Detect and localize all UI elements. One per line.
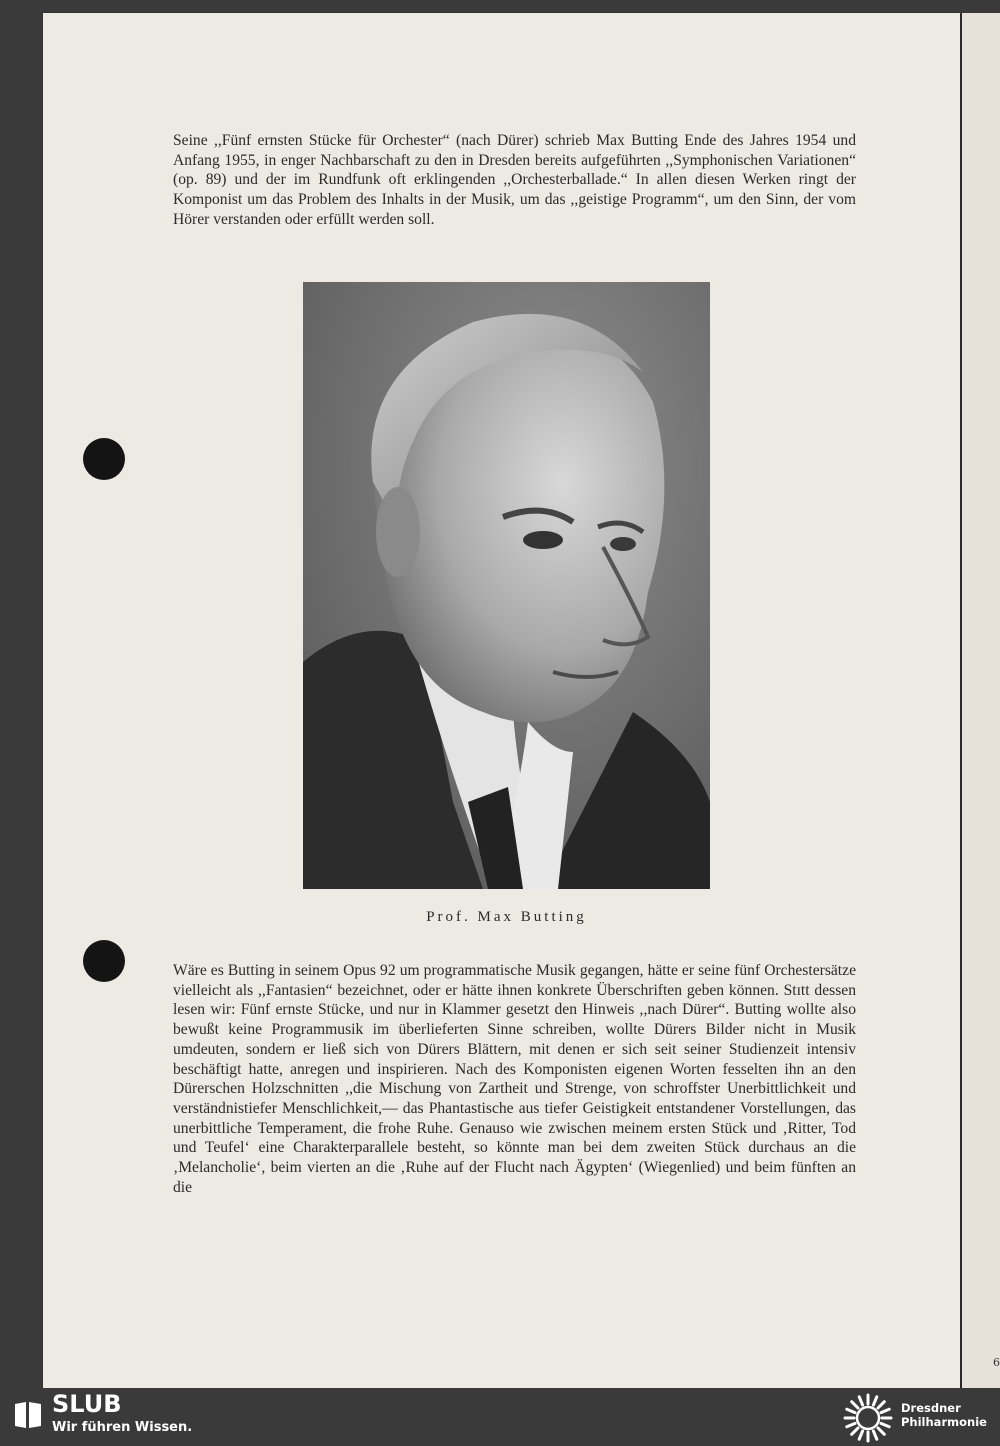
portrait-illustration: [303, 282, 710, 889]
slub-logo-tagline: Wir führen Wissen.: [52, 1420, 193, 1435]
punch-hole-top: [83, 438, 125, 480]
body-paragraph: Wäre es Butting in seinem Opus 92 um programmatische Musik gegangen, hätte er seine fünf Orchestersätze vielleicht als ,,Fantasien“ bezeichnet, oder er hätte ihnen konkrete Überschriften geben können. Stɪtt dessen lesen wir: Fünf ernste Stücke, und nur in Klammer gesetzt den Hinweis ,,nach Dürer“. Butting wollte also bewußt keine Programmusik im überlieferten Sinne schreiben, wollte Dürers Bilder nicht in Musik umdeuten, sondern er ließ sich von Dürers Blättern, mit denen er sich seit seiner Studienzeit intensiv beschäftigt hatte, anregen und inspirieren. Nach des Komponisten eigenen Worten fesselten ihn an den Dürerschen Holzschnitten ,,die Mischung von Zartheit und Strenge, von schroffster Unerbittlichkeit und verständnistiefer Menschlichkeit,— das Phantastische aus tiefer Geistigkeit entstandener Vorstellungen, das unerbittliche Temperament, die frohe Ruhe. Genauso wie zwischen meinem ersten Stück und ‚Ritter, Tod und Teufel‘ eine Charakterparallele besteht, so könnte man bei dem zweiten Stück durchaus an die ‚Melancholie‘, beim vierten an die ‚Ruhe auf der Flucht nach Ägypten‘ (Wiegenlied) und beim fünften an die: [173, 962, 856, 1196]
intro-text: [173, 131, 856, 230]
book-icon: [13, 1400, 43, 1430]
body-text: [173, 961, 856, 1197]
page-number: 6: [993, 1356, 1000, 1369]
next-page-edge: [960, 13, 1000, 1388]
photo-caption: Prof. Max Butting: [426, 909, 587, 925]
punch-hole-bottom: [83, 940, 125, 982]
footer-bar: [0, 1388, 1000, 1446]
philharmonie-logo-text[interactable]: [901, 1401, 987, 1429]
philharmonie-sunburst-icon: [842, 1392, 894, 1444]
philharmonie-line-2: Philharmonie: [901, 1415, 987, 1429]
philharmonie-line-1: Dresdner: [901, 1401, 961, 1415]
slub-logo-name[interactable]: SLUB: [52, 1390, 122, 1418]
portrait-photo: [303, 282, 710, 889]
intro-paragraph: Seine ,,Fünf ernsten Stücke für Orchester“ (nach Dürer) schrieb Max Butting Ende des Jahres 1954 und Anfang 1955, in enger Nachbarschaft zu den in Dresden bereits aufgeführten ,,Symphonischen Variationen“ (op. 89) und der im Rundfunk oft erklingenden ,,Orchesterballade.“ In allen diesen Werken ringt der Komponist um das Problem des Inhalts in der Musik, um das ,,geistige Programm“, um den Sinn, der vom Hörer verstanden oder erfüllt werden soll.: [173, 132, 856, 228]
